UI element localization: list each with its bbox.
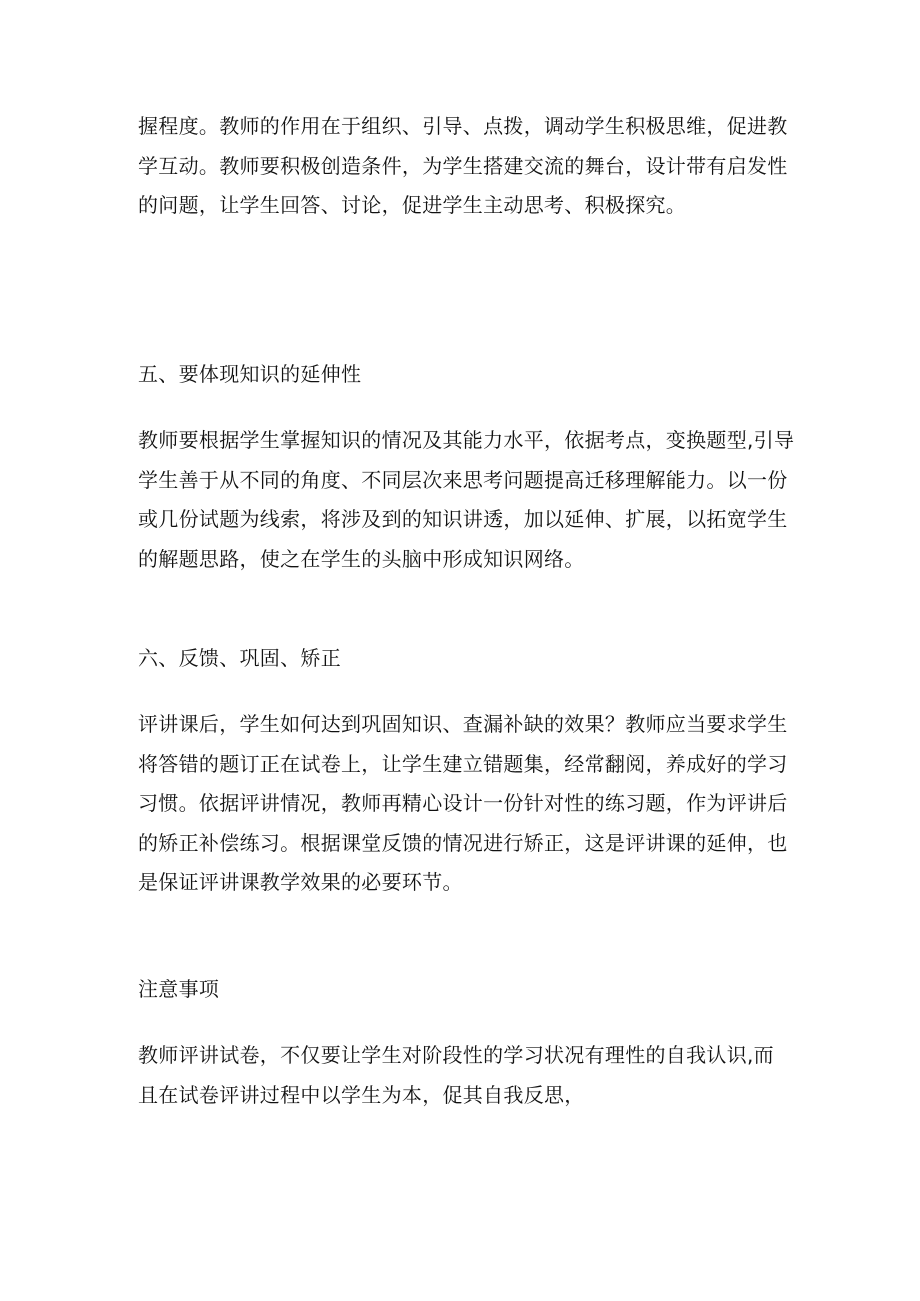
paragraph-line: 学生善于从不同的角度、不同层次来思考问题提高迁移理解能力。以一份: [138, 467, 788, 492]
section-heading-feedback: 六、反馈、巩固、矫正: [138, 646, 341, 670]
paragraph-line: 且在试卷评讲过程中以学生为本，促其自我反思，: [138, 1082, 585, 1107]
paragraph-line: 教师要根据学生掌握知识的情况及其能力水平，依据考点，变换题型,引导: [138, 428, 795, 452]
paragraph-line: 评讲课后，学生如何达到巩固知识、查漏补缺的效果？教师应当要求学生: [138, 712, 788, 736]
paragraph-notes: [138, 1036, 790, 1115]
paragraph-teacher-role: [138, 107, 790, 226]
paragraph-line: 习惯。依据评讲情况，教师再精心设计一份针对性的练习题，作为评讲后: [138, 791, 788, 815]
paragraph-line: 学互动。教师要积极创造条件，为学生搭建交流的舞台，设计带有启发性: [138, 153, 788, 178]
paragraph-extension: [138, 421, 795, 579]
paragraph-line: 将答错的题订正在试卷上，让学生建立错题集，经常翻阅，养成好的学习: [138, 751, 788, 776]
paragraph-line: 教师评讲试卷，不仅要让学生对阶段性的学习状况有理性的自我认识,而: [138, 1043, 774, 1067]
paragraph-line: 握程度。教师的作用在于组织、引导、点拨，调动学生积极思维，促进教: [138, 114, 788, 138]
paragraph-line: 的解题思路，使之在学生的头脑中形成知识网络。: [138, 546, 585, 571]
paragraph-line: 的问题，让学生回答、讨论，促进学生主动思考、积极探究。: [138, 193, 687, 217]
paragraph-line: 是保证评讲课教学效果的必要环节。: [138, 870, 463, 894]
paragraph-line: 的矫正补偿练习。根据课堂反馈的情况进行矫正，这是评讲课的延伸，也: [138, 830, 788, 855]
section-heading-extension: 五、要体现知识的延伸性: [138, 362, 362, 386]
paragraph-line: 或几份试题为线索，将涉及到的知识讲透，加以延伸、扩展，以拓宽学生: [138, 507, 788, 531]
paragraph-feedback: [138, 705, 790, 903]
section-heading-notes: 注意事项: [138, 977, 220, 1001]
